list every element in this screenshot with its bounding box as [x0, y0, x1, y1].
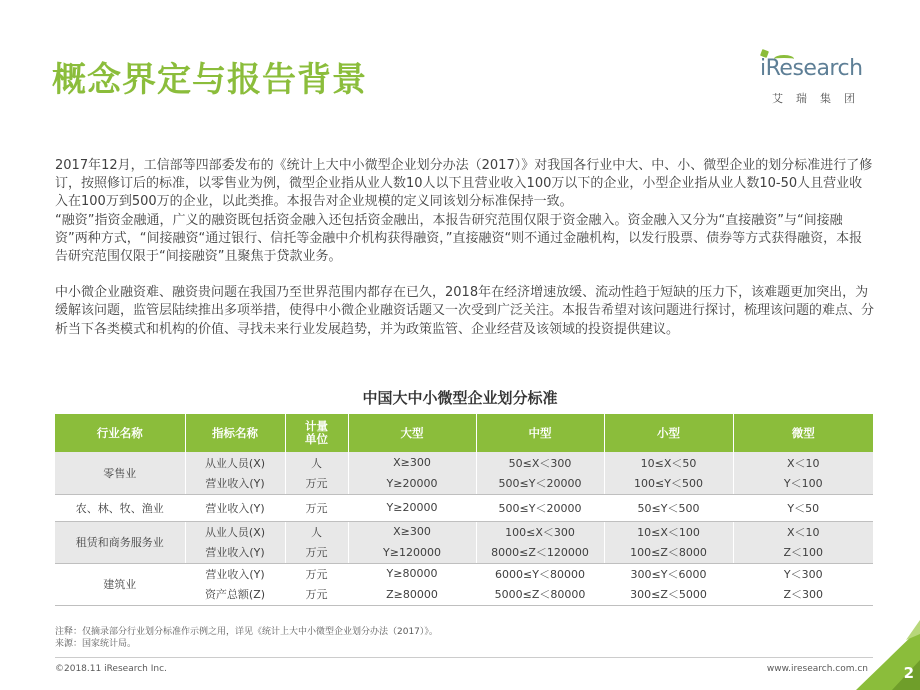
table-title: 中国大中小微型企业划分标准	[362, 389, 558, 407]
micro-cell: Y＜100	[733, 473, 873, 494]
small-cell: 50≤Y＜500	[604, 494, 733, 521]
source-text: 来源：国家统计局。	[55, 639, 137, 649]
page-title: 概念界定与报告背景	[52, 60, 367, 100]
medium-cell: 500≤Y＜20000	[476, 494, 604, 521]
footer-divider	[55, 657, 873, 658]
indicator-cell: 营业收入(Y)	[185, 542, 285, 563]
header-indicator: 指标名称	[185, 414, 285, 452]
header-industry: 行业名称	[55, 414, 185, 452]
indicator-cell: 从业人员(X)	[185, 521, 285, 542]
unit-cell: 人	[285, 521, 348, 542]
note-text: 注释：仅摘录部分行业划分标准作示例之用，详见《统计上大中小微型企业划分办法（2017）》。	[55, 627, 438, 637]
unit-cell: 万元	[285, 584, 348, 605]
small-cell: 100≤Z＜8000	[604, 542, 733, 563]
header-unit	[285, 414, 348, 452]
large-cell: Y≥20000	[348, 494, 476, 521]
indicator-cell: 营业收入(Y)	[185, 563, 285, 584]
small-cell: 100≤Y＜500	[604, 473, 733, 494]
table-row	[55, 521, 873, 542]
header-micro: 微型	[733, 414, 873, 452]
industry-cell: 农、林、牧、渔业	[55, 494, 185, 521]
header-unit-label: 计量 单位	[305, 419, 328, 446]
medium-cell: 6000≤Y＜80000	[476, 563, 604, 584]
medium-cell: 50≤X＜300	[476, 452, 604, 473]
paragraph-size-definition: 2017年12月，工信部等四部委发布的《统计上大中小微型企业划分办法（2017）》对我国各行业中大、中、小、微型企业的划分标准进行了修订，按照修订后的标准，以零售业为例，微型企业指从业人数10人以下且营业收入100万以下的企业，小型企业指从业人数10-50人且营业收入在100万到500万的企业，以此类推。本报告对企业规模的定义同该划分标准保持一致。	[55, 158, 873, 210]
industry-cell: 租赁和商务服务业	[55, 521, 185, 563]
small-cell: 10≤X＜100	[604, 521, 733, 542]
header-large: 大型	[348, 414, 476, 452]
unit-cell: 万元	[285, 542, 348, 563]
logo-wordmark: iResearch	[760, 56, 863, 81]
large-cell: Y≥80000	[348, 563, 476, 584]
micro-cell: Y＜300	[783, 567, 823, 581]
table-row	[55, 494, 873, 521]
table-row	[55, 452, 873, 473]
header-medium: 中型	[476, 414, 604, 452]
website-link[interactable]: www.iresearch.com.cn	[766, 664, 868, 674]
micro-cell: X＜10	[733, 521, 873, 542]
indicator-cell: 从业人员(X)	[185, 452, 285, 473]
unit-cell: 万元	[285, 473, 348, 494]
micro-cell: Y＜50	[733, 494, 873, 521]
paragraph-background: 中小微企业融资难、融资贵问题在我国乃至世界范围内都存在已久，2018年在经济增速放缓、流动性趋于短缺的压力下，该难题更加突出，为缓解该问题，监管层陆续推出多项举措，使得中小微企业融资话题又一次受到广泛关注。本报告希望对该问题进行探讨，梳理该问题的难点、分析当下各类模式和机构的价值、寻找未来行业发展趋势，并为政策监管、企业经营及该领域的投资提供建议。	[55, 285, 875, 337]
page-number: 2	[903, 664, 914, 682]
copyright: ©2018.11 iResearch Inc.	[55, 664, 167, 674]
paragraph-financing-definition: “融资”指资金融通，广义的融资既包括资金融入还包括资金融出，本报告研究范围仅限于资金融入。资金融入又分为“直接融资”与“间接融资”两种方式，“间接融资“通过银行、信托等金融中介机构获得融资，”直接融资“则不通过金融机构，以发行股票、债券等方式获得融资，本报告研究范围仅限于“间接融资”且聚焦于贷款业务。	[55, 212, 863, 265]
enterprise-size-standard-table	[55, 414, 873, 606]
table-header-row	[55, 414, 873, 452]
intro-text	[55, 157, 875, 339]
medium-cell: 100≤X＜300	[476, 521, 604, 542]
logo-chinese-name: 艾瑞集团	[772, 92, 868, 105]
small-cell: 300≤Z＜5000	[604, 584, 733, 605]
large-cell: Y≥20000	[348, 473, 476, 494]
iresearch-logo	[760, 50, 870, 120]
indicator-cell: 营业收入(Y)	[185, 494, 285, 521]
small-cell: 10≤X＜50	[604, 452, 733, 473]
medium-cell: 5000≤Z＜80000	[476, 584, 604, 605]
large-cell: Y≥120000	[348, 542, 476, 563]
indicator-cell: 营业收入(Y)	[185, 473, 285, 494]
large-cell: X≥300	[348, 521, 476, 542]
unit-cell: 万元	[285, 494, 348, 521]
indicator-cell: 资产总额(Z)	[185, 584, 285, 605]
medium-cell: 500≤Y＜20000	[476, 473, 604, 494]
medium-cell: 8000≤Z＜120000	[476, 542, 604, 563]
table-notes	[55, 626, 438, 650]
micro-cell: Z＜100	[733, 542, 873, 563]
micro-cell: Z＜300	[733, 584, 873, 605]
large-cell: X≥300	[348, 452, 476, 473]
table-row	[55, 563, 873, 584]
industry-cell: 零售业	[55, 452, 185, 494]
large-cell: Z≥80000	[348, 584, 476, 605]
unit-cell: 万元	[285, 563, 348, 584]
unit-cell: 人	[285, 452, 348, 473]
micro-cell: X＜10	[733, 452, 873, 473]
small-cell: 300≤Y＜6000	[604, 563, 733, 584]
header-small: 小型	[604, 414, 733, 452]
industry-cell: 建筑业	[55, 563, 185, 605]
